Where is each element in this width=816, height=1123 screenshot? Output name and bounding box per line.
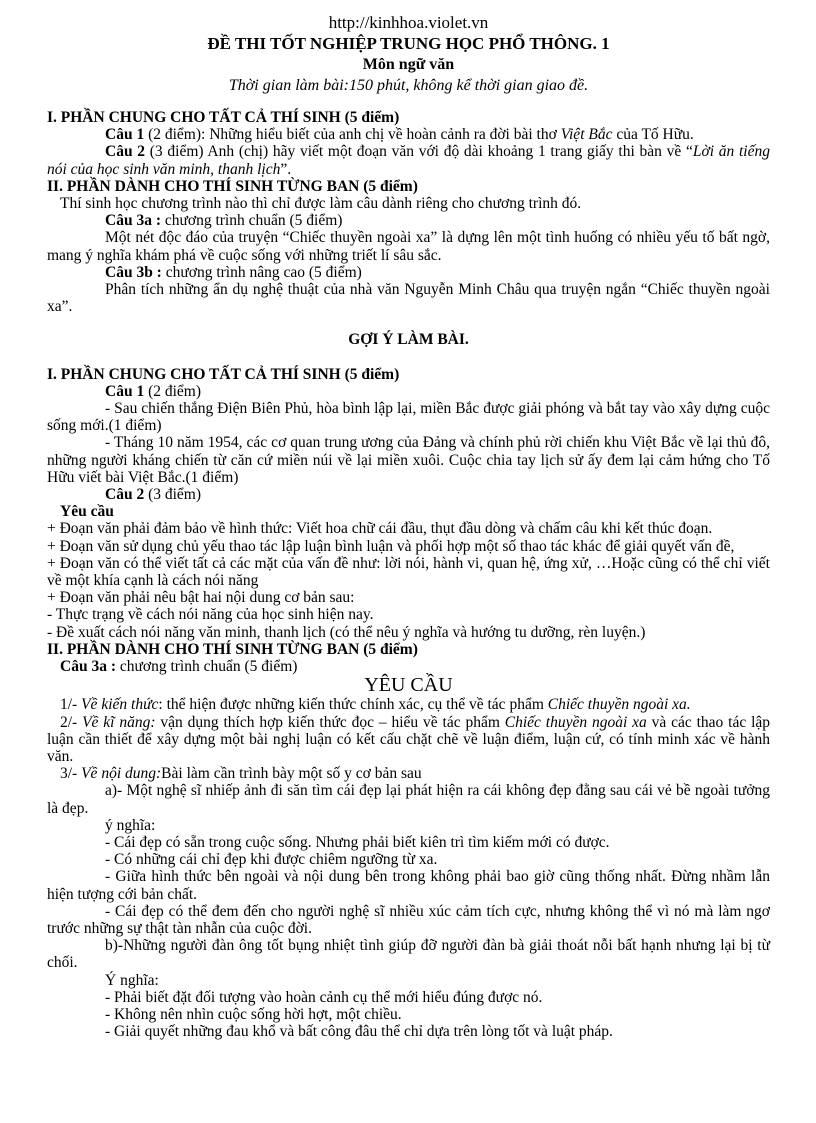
italic-run: Lời ăn tiếng nói của học sinh văn minh, thanh lịch [47, 143, 770, 178]
text-run: - Thực trạng về cách nói năng của học sinh hiện nay. [47, 606, 374, 624]
paragraph [47, 589, 770, 606]
bold-run: Câu 2 [105, 143, 146, 161]
paragraph [47, 281, 770, 315]
text-run: Ý nghĩa: [105, 971, 159, 989]
bold-run: Câu 1 [105, 126, 145, 144]
text-run: + Đoạn văn có thể viết tất cả các mặt của vấn đề như: lời nói, hành vi, quan hệ, ứng xử, …Hoặc cũng có thể chỉ viết về một khía cạnh là cách nói năng [47, 554, 770, 590]
text-run: - Cái đẹp có thể đem đến cho người nghệ sĩ nhiều xúc cảm tích cực, nhưng không thể vì nó mà làm ngơ trước những sự thật tàn nhẫn của cuộc đời. [47, 902, 770, 937]
text-run: - Đề xuất cách nói năng văn minh, thanh lịch (có thể nêu ý nghĩa và hướng tu dưỡng, rèn luyện.) [47, 623, 646, 641]
text-run: Bài làm cần trình bày một số y cơ bản sau [161, 765, 422, 783]
text-run: - Có những cái chỉ đẹp khi được chiêm ngưỡng từ xa. [105, 851, 438, 869]
paragraph [47, 143, 770, 177]
bold-run: II. PHẦN DÀNH CHO THÍ SINH TỪNG BAN (5 điểm) [47, 177, 418, 195]
text-run: (3 điểm) [144, 486, 202, 504]
paragraph [47, 782, 770, 816]
text-run: ”. [280, 160, 292, 178]
paragraph [47, 229, 770, 263]
paragraph [47, 195, 770, 212]
paragraph [47, 264, 770, 281]
paragraph [47, 834, 770, 851]
paragraph-spacer [47, 315, 770, 331]
paragraph [47, 1023, 770, 1040]
text-run: - Giữa hình thức bên ngoài và nội dung bên trong không phải bao giờ cũng thống nhất. Đừng nhầm lẫn hiện tượng cới bản chất. [47, 868, 770, 903]
paragraph [47, 520, 770, 537]
text-run: (3 điểm) Anh (chị) hãy viết một đoạn văn với độ dài khoảng 1 trang giấy thi bàn về “ [145, 143, 693, 161]
bold-run: I. PHẦN CHUNG CHO TẤT CẢ THÍ SINH (5 điểm) [47, 365, 400, 383]
paragraph [47, 400, 770, 434]
document-header [47, 12, 770, 96]
text-run: và các thao tác lập luận cần thiết để xây dựng một bài nghị luận có kết cấu chặt chẽ về luận điểm, luận cứ, có tính minh xác về hành văn. [47, 713, 771, 765]
text-run: chương trình chuẩn (5 điểm) [160, 212, 343, 230]
paragraph [47, 486, 770, 503]
text-run: b)-Những người đàn ông tốt bụng nhiệt tình giúp đỡ người đàn bà giải thoát nỗi bất hạnh nhưng lại bị từ chối. [47, 937, 770, 972]
paragraph [47, 555, 770, 589]
paragraph [47, 903, 770, 937]
bold-run: Câu 3a : [60, 658, 116, 676]
text-run: (2 điểm) [144, 382, 202, 400]
paragraph [47, 126, 770, 143]
paragraph [47, 606, 770, 623]
text-run: Một nét độc đáo của truyện “Chiếc thuyền ngoài xa” là dựng lên một tình huống có nhiều yếu tố bất ngờ, mang ý nghĩa khám phá về cuộc sống với những triết lí sâu sắc. [47, 229, 770, 264]
bold-run: II. PHẦN DÀNH CHO THÍ SINH TỪNG BAN (5 điểm) [47, 640, 418, 658]
text-run: vận dụng thích hợp kiến thức đọc – hiểu về tác phẩm [155, 713, 505, 731]
paragraph [47, 212, 770, 229]
italic-run: Chiếc thuyền ngoài xa. [547, 696, 691, 714]
text-run: - Cái đẹp có sẵn trong cuộc sống. Nhưng phải biết kiên trì tìm kiếm mới có được. [105, 833, 610, 851]
text-run: của Tố Hữu. [612, 126, 694, 144]
bold-run: Câu 3b : [105, 263, 162, 281]
paragraph [47, 434, 770, 486]
text-run: YÊU CẦU [364, 674, 453, 697]
section-heading [47, 641, 770, 658]
header-spacer [47, 96, 770, 109]
text-run: - Sau chiến thắng Điện Biên Phủ, hòa bình lập lại, miền Bắc được giải phóng và bắt tay vào xây dựng cuộc sống mới.(1 điểm) [47, 400, 770, 435]
bold-run: Câu 1 [105, 382, 145, 400]
italic-run: Chiếc thuyền ngoài xa [504, 713, 647, 731]
bold-run: GỢI Ý LÀM BÀI. [348, 331, 469, 349]
text-run: - Giải quyết những đau khổ và bất công đâu thể chỉ dựa trên lòng tốt và luật pháp. [105, 1023, 613, 1041]
exam-duration-note: Thời gian làm bài:150 phút, không kể thời gian giao đề. [228, 77, 589, 94]
text-run: (2 điểm): Những hiểu biết của anh chị về hoàn cảnh ra đời bài thơ [144, 126, 561, 144]
section-heading [47, 366, 770, 383]
text-run: chương trình chuẩn (5 điểm) [115, 658, 298, 676]
text-run: : thể hiện được những kiến thức chính xác, cụ thể về tác phẩm [158, 696, 548, 714]
section-heading [47, 109, 770, 126]
bold-run: Câu 3a : [105, 212, 161, 230]
italic-run: Về nội dung: [81, 765, 162, 783]
text-run: 2/- [60, 713, 83, 731]
paragraph [47, 383, 770, 400]
paragraph [47, 696, 770, 713]
text-run: + Đoạn văn phải đảm bảo về hình thức: Viết hoa chữ cái đầu, thụt đầu dòng và chấm câu khi kết thúc đoạn. [47, 520, 713, 538]
italic-run: Về kĩ năng: [82, 713, 156, 731]
exam-title: ĐỀ THI TỐT NGHIỆP TRUNG HỌC PHỔ THÔNG. 1 [207, 34, 610, 53]
bold-run: Yêu cầu [60, 503, 114, 521]
text-run: ý nghĩa: [105, 816, 156, 834]
text-run: + Đoạn văn phải nêu bật hai nội dung cơ bản sau: [47, 589, 355, 607]
centered-heading [47, 331, 770, 348]
paragraph [47, 972, 770, 989]
text-run: + Đoạn văn sử dụng chủ yếu thao tác lập luận bình luận và phối hợp một số thao tác khác để giải quyết vấn đề, [47, 537, 735, 555]
paragraph [47, 538, 770, 555]
text-run: 1/- [60, 696, 82, 714]
bold-run: Câu 2 [105, 486, 145, 504]
document-body [47, 109, 770, 1040]
paragraph [47, 765, 770, 782]
text-run: 3/- [60, 765, 82, 783]
text-run: a)- Một nghệ sĩ nhiếp ảnh đi săn tìm cái đẹp lại phát hiện ra cái không đẹp đằng sau cái vẻ bề ngoài tưởng là đẹp. [47, 782, 770, 817]
text-run: Thí sinh học chương trình nào thì chỉ được làm câu dành riêng cho chương trình đó. [60, 195, 582, 213]
paragraph [47, 658, 770, 675]
bold-run: I. PHẦN CHUNG CHO TẤT CẢ THÍ SINH (5 điểm) [47, 109, 400, 126]
section-heading [47, 178, 770, 195]
text-run: - Phải biết đặt đối tượng vào hoàn cảnh cụ thể mới hiểu đúng được nó. [105, 988, 543, 1006]
text-run: - Không nên nhìn cuộc sống hời hợt, một chiều. [105, 1005, 402, 1023]
paragraph [47, 989, 770, 1006]
centered-heading [47, 675, 770, 696]
italic-run: Về kiến thức [81, 696, 159, 714]
paragraph [47, 503, 770, 520]
paragraph [47, 714, 770, 766]
paragraph [47, 851, 770, 868]
text-run: Phân tích những ẩn dụ nghệ thuật của nhà văn Nguyễn Minh Châu qua truyện ngắn “Chiếc thuyền ngoài xa”. [47, 281, 770, 316]
paragraph [47, 817, 770, 834]
paragraph [47, 624, 770, 641]
paragraph [47, 1006, 770, 1023]
text-run: chương trình nâng cao (5 điểm) [161, 263, 362, 281]
paragraph-spacer [47, 349, 770, 366]
italic-run: Việt Bắc [560, 126, 613, 144]
site-url: http://kinhhoa.violet.vn [328, 13, 489, 32]
paragraph [47, 868, 770, 902]
text-run: - Tháng 10 năm 1954, các cơ quan trung ương của Đảng và chính phủ rời chiến khu Việt Bắc về lại thủ đô, những người kháng chiến từ căn cứ miền núi về lại miền xuôi. Cuộc chia tay lịch sử ấy đem lại cảm hứng cho Tố Hữu viết bài Việt Bắc.(1 điểm) [47, 434, 770, 486]
exam-subject: Môn ngữ văn [362, 56, 455, 73]
paragraph [47, 937, 770, 971]
